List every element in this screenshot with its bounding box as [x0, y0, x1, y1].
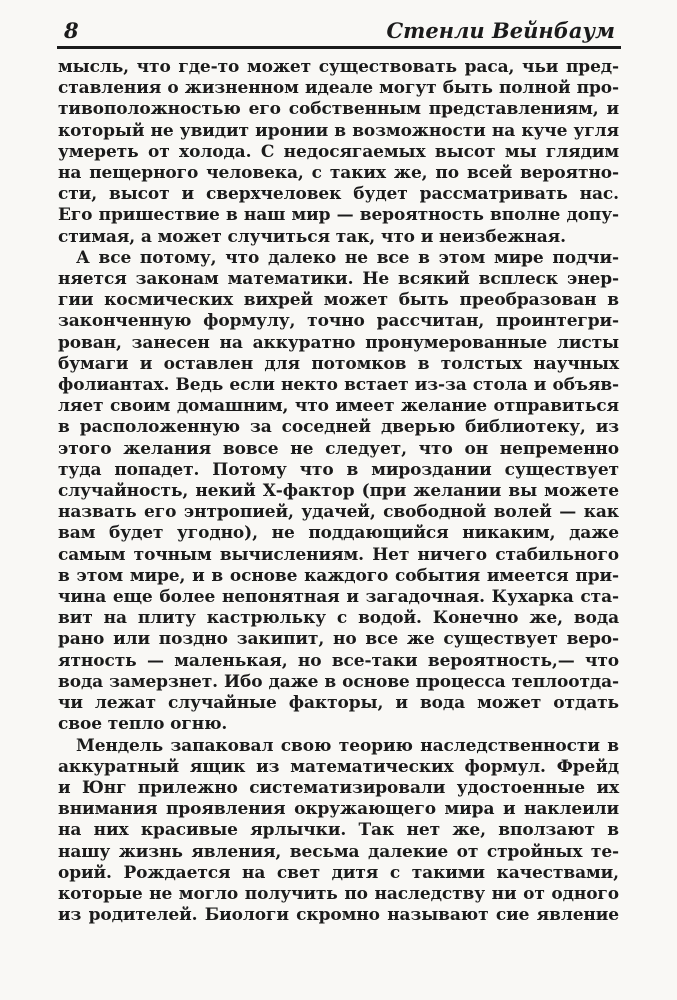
text-line: ляет своим домашним, что имеет желание отправиться [58, 396, 619, 417]
text-line: этого желания вовсе не следует, что он непременно [58, 438, 619, 459]
text-line: няется законам математики. Не всякий всплеск энер- [58, 269, 619, 290]
text-line: свое тепло огню. [58, 714, 228, 735]
text-line: который не увидит иронии в возможности на куче угля [58, 120, 619, 141]
text-line: орий. Рождается на свет дитя с такими качествами, [58, 862, 619, 883]
text-line: рован, занесен на аккуратно пронумерованные листы [58, 332, 619, 353]
page-header [58, 19, 619, 43]
text-line: законченную формулу, точно рассчитан, проинтегри- [58, 311, 619, 332]
text-line: внимания проявления окружающего мира и наклеили [58, 799, 619, 820]
text-line: из родителей. Биологи скромно называют сие явление [58, 905, 619, 926]
text-line: и Юнг прилежно систематизировали удостоенные их [58, 777, 619, 798]
text-line: чина еще более непонятная и загадочная. Кухарка ста- [58, 587, 619, 608]
text-line: бумаги и оставлен для потомков в толстых научных [58, 353, 619, 374]
text-line: умереть от холода. С недосягаемых высот мы глядим [58, 141, 619, 162]
paragraph [58, 736, 619, 927]
text-line: нашу жизнь явления, весьма далекие от стройных те- [58, 841, 619, 862]
text-line: ставления о жизненном идеале могут быть полной про- [58, 78, 619, 99]
text-line: ятность — маленькая, но все-таки вероятность,— что [58, 650, 619, 671]
text-line: вит на плиту кастрюльку с водой. Конечно же, вода [58, 608, 619, 629]
text-line: в расположенную за соседней дверью библиотеку, из [58, 417, 619, 438]
text-line: туда попадет. Потому что в мироздании существует [58, 459, 619, 480]
running-title: Стенли Вейнбаум [386, 18, 615, 43]
text-line: фолиантах. Ведь если некто встает из-за стола и объяв- [58, 375, 619, 396]
body-text [58, 57, 619, 926]
text-line: вода замерзнет. Ибо даже в основе процесса теплоотда- [58, 671, 619, 692]
text-line: в этом мире, и в основе каждого события имеется при- [58, 565, 619, 586]
text-line: Мендель запаковал свою теорию наследственности в [76, 735, 619, 756]
header-rule [57, 46, 621, 49]
text-line: стимая, а может случиться так, что и неизбежная. [58, 226, 566, 247]
text-line: тивоположностью его собственным представлениям, и [58, 99, 619, 120]
text-line: аккуратный ящик из математических формул. Фрейд [58, 756, 619, 777]
text-line: на пещерного человека, с таких же, по всей вероятно- [58, 163, 619, 184]
paragraph [58, 248, 619, 736]
text-line: случайность, некий Х-фактор (при желании вы можете [58, 481, 619, 502]
page-number: 8 [64, 18, 79, 43]
text-line: назвать его энтропией, удачей, свободной волей — как [58, 502, 619, 523]
text-line: Его пришествие в наш мир — вероятность вполне допу- [58, 205, 619, 226]
text-line: гии космических вихрей может быть преобразован в [58, 290, 619, 311]
text-line: сти, высот и сверхчеловек будет рассматривать нас. [58, 184, 619, 205]
text-line: вам будет угодно), не поддающийся никаким, даже [58, 523, 619, 544]
text-line: А все потому, что далеко не все в этом мире подчи- [76, 247, 619, 268]
paragraph [58, 57, 619, 248]
text-line: рано или поздно закипит, но все же существует веро- [58, 629, 619, 650]
text-line: которые не могло получить по наследству ни от одного [58, 883, 619, 904]
text-line: чи лежат случайные факторы, и вода может отдать [58, 693, 619, 714]
text-line: мысль, что где-то может существовать раса, чьи пред- [58, 57, 619, 77]
text-line: самым точным вычислениям. Нет ничего стабильного [58, 544, 619, 565]
text-line: на них красивые ярлычки. Так нет же, вползают в [58, 820, 619, 841]
